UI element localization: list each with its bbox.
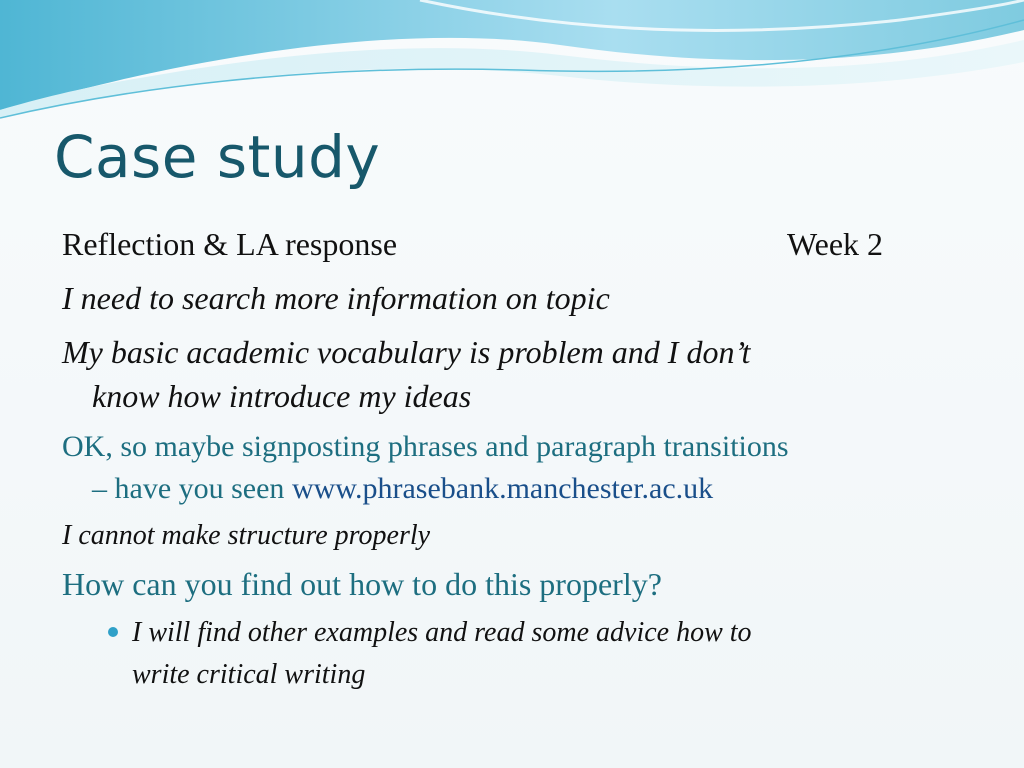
bullet-text-line: write critical writing <box>132 659 366 690</box>
reflection-line-continued: know how introduce my ideas <box>92 378 472 414</box>
slide-title: Case study <box>54 123 381 191</box>
reflection-line: My basic academic vocabulary is problem and I don’t <box>62 334 751 370</box>
header-week: Week 2 <box>787 226 884 262</box>
bullet-dot-icon <box>108 627 118 637</box>
bullet-text-line: I will find other examples and read some advice how to <box>132 617 752 648</box>
reflection-line: I need to search more information on topic <box>62 280 610 316</box>
header-row <box>62 222 992 266</box>
structure-statement: I cannot make structure properly <box>62 520 431 551</box>
bullet-item <box>62 612 992 696</box>
question-line: How can you find out how to do this properly? <box>62 566 662 602</box>
la-response-line-continued <box>62 468 992 510</box>
la-response-line: OK, so maybe signposting phrases and paragraph transitions <box>62 430 789 463</box>
phrasebank-link[interactable]: www.phrasebank.manchester.ac.uk <box>291 472 714 505</box>
header-wave-decoration <box>0 0 1024 130</box>
header-left: Reflection & LA response <box>62 226 398 262</box>
slide-body <box>62 222 992 696</box>
la-response-prefix: – have you seen <box>92 472 292 505</box>
